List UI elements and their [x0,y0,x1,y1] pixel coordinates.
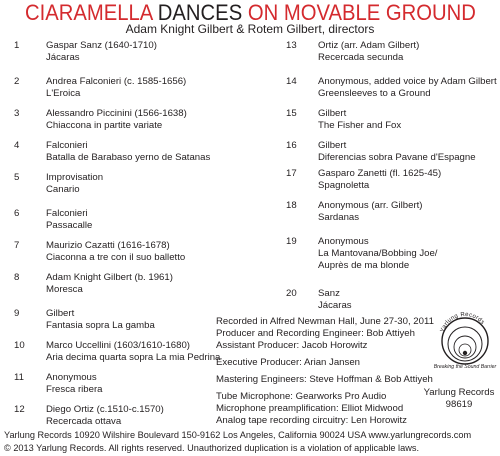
track-piece: Aria decima quarta sopra La mia Pedrina [46,352,221,363]
track-composer: Improvisation [46,172,104,183]
track-composer: Falconieri [46,208,88,219]
track-composer: Ortiz (arr. Adam Gilbert) [318,40,420,51]
track-piece: Canario [46,184,80,195]
track-number: 14 [286,76,297,87]
track-piece: Batalla de Barabaso yerno de Satanas [46,152,211,163]
track-number: 10 [14,340,25,351]
track-number: 9 [14,308,20,319]
track-composer: Adam Knight Gilbert (b. 1961) [46,272,173,283]
credit-line: Recorded in Alfred Newman Hall, June 27-30, 2011 [216,316,434,327]
track-number: 17 [286,168,297,179]
catalog-number: 98619 [445,399,473,410]
track-number: 13 [286,40,297,51]
track-number: 12 [14,404,25,415]
track-composer: Gilbert [318,108,347,119]
track-piece: Chiaccona in partite variate [46,120,163,131]
track-composer: Falconieri [46,140,88,151]
track-composer: Sanz [318,288,340,299]
track-composer: Anonymous (arr. Gilbert) [318,200,423,211]
track-piece: Jácaras [46,52,80,63]
track-number: 19 [286,236,297,247]
track-composer: Andrea Falconieri (c. 1585-1656) [46,76,187,87]
track-number: 11 [14,372,24,383]
track-composer: Anonymous [46,372,97,383]
track-piece: Recercada ottava [46,416,122,427]
label-name: Yarlung Records [423,387,495,398]
track-composer: Alessandro Piccinini (1566-1638) [46,108,187,119]
track-composer: Anonymous, added voice by Adam Gilbert [318,76,497,87]
track-number: 18 [286,200,297,211]
credit-line: Executive Producer: Arian Jansen [216,357,360,368]
track-piece: Greensleeves to a Ground [318,88,431,99]
logo-text: Yarlung Records [439,311,486,334]
credit-line: Assistant Producer: Jacob Horowitz [216,340,368,351]
svg-text:Yarlung Records [440,312,486,333]
track-number: 5 [14,172,20,183]
track-number: 1 [14,40,20,51]
track-composer: Anonymous [318,236,369,247]
track-composer: Gasparo Zanetti (fl. 1625-45) [318,168,442,179]
album-title-dances: DANCES [157,0,243,25]
album-title-rest: ON MOVABLE GROUND [242,0,476,25]
track-piece: Ciaconna a tre con il suo balletto [46,252,186,263]
track-composer: Gilbert [46,308,75,319]
track-piece: Fresca ribera [46,384,103,395]
footer-copyright: © 2013 Yarlung Records. All rights reserved. Unauthorized duplication is a violation of applicable laws. [4,443,419,453]
track-piece: La Mantovana/Bobbing Joe/ [318,248,438,259]
credit-line: Mastering Engineers: Steve Hoffman & Bob Attiyeh [216,374,433,385]
yarlung-logo-icon [434,304,496,366]
track-number: 4 [14,140,20,151]
track-number: 7 [14,240,20,251]
track-composer: Marco Uccellini (1603/1610-1680) [46,340,190,351]
track-number: 15 [286,108,297,119]
track-composer: Gaspar Sanz (1640-1710) [46,40,157,51]
track-piece: Moresca [46,284,83,295]
track-piece: Diferencias sobra Pavane d'Espagne [318,152,476,163]
track-number: 2 [14,76,20,87]
directors-subtitle: Adam Knight Gilbert & Rotem Gilbert, directors [125,22,375,36]
track-number: 6 [14,208,20,219]
credit-line: Producer and Recording Engineer: Bob Attiyeh [216,328,415,339]
track-piece: L'Eroica [46,88,81,99]
track-composer: Diego Ortiz (c.1510-c.1570) [46,404,164,415]
label-tagline: Breaking the Sound Barrier [433,364,497,370]
track-number: 8 [14,272,20,283]
track-number: 3 [14,108,20,119]
credit-line: Analog tape recording circuitry: Len Horowitz [216,415,407,426]
track-number: 20 [286,288,297,299]
track-piece: Spagnoletta [318,180,370,191]
track-piece: Passacalle [46,220,93,231]
track-composer: Maurizio Cazatti (1616-1678) [46,240,170,251]
credit-line: Tube Microphone: Gearworks Pro Audio [216,391,387,402]
track-piece-continued: Auprès de ma blonde [318,260,410,271]
album-title-ensemble: CIARAMELLA [25,0,158,25]
footer-address: Yarlung Records 10920 Wilshire Boulevard 150-9162 Los Angeles, California 90024 USA www.yarlungrecords.com [4,430,472,440]
credit-line: Microphone preamplification: Elliot Midwood [216,403,404,414]
track-piece: Recercada secunda [318,52,404,63]
track-number: 16 [286,140,297,151]
track-piece: Fantasia sopra La gamba [46,320,155,331]
track-piece: Jácaras [318,300,352,311]
track-composer: Gilbert [318,140,347,151]
track-piece: Sardanas [318,212,360,223]
track-piece: The Fisher and Fox [318,120,402,131]
